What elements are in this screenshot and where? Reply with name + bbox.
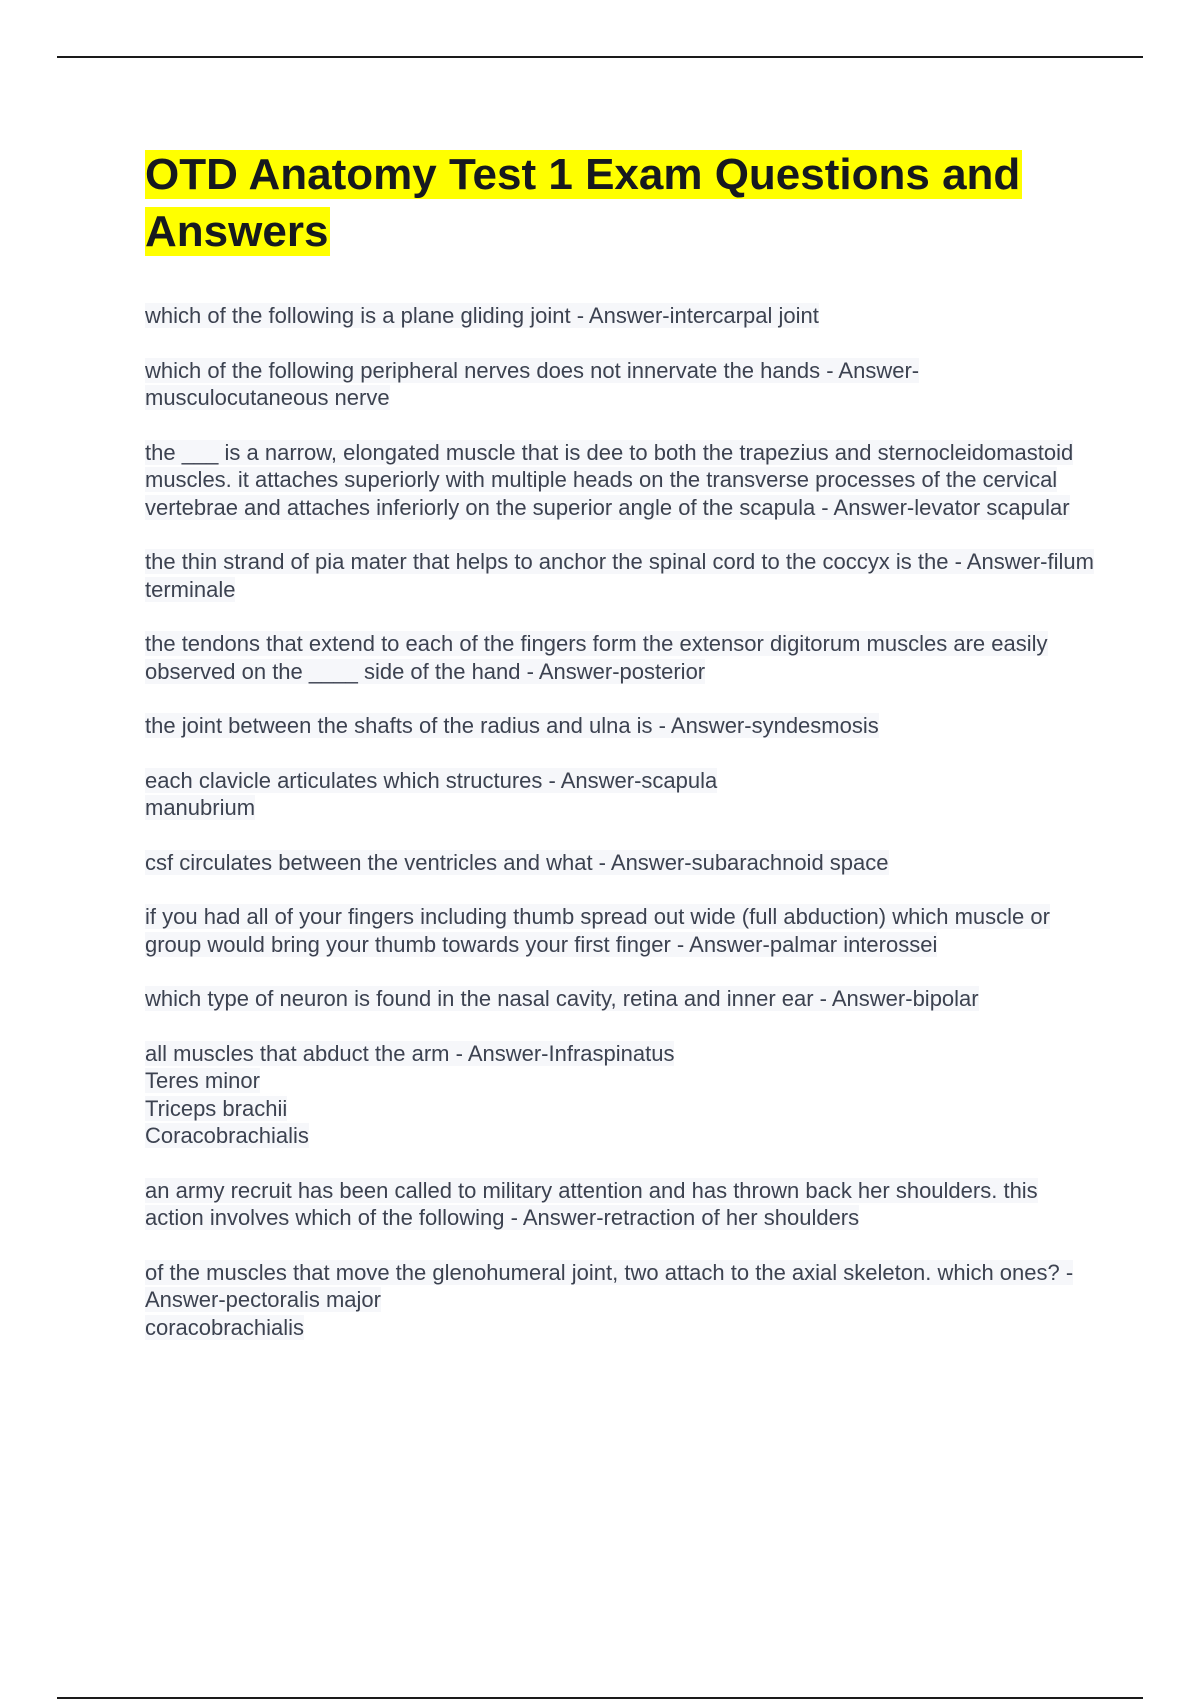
qa-item [145,985,1095,1013]
qa-item [145,302,1095,330]
qa-answer-line [145,1314,1095,1342]
qa-text: csf circulates between the ventricles and what - Answer-subarachnoid space [145,849,889,875]
qa-answer-text: Teres minor [145,1068,260,1093]
qa-item [145,630,1095,685]
qa-answer-line [145,1122,1095,1150]
top-rule [57,56,1143,58]
document-title [145,146,1095,260]
qa-answer-text: coracobrachialis [145,1314,304,1340]
qa-answer-text: Coracobrachialis [145,1123,309,1148]
qa-item [145,439,1095,522]
qa-text: which of the following is a plane gliding joint - Answer-intercarpal joint [145,303,819,328]
qa-answer-line [145,794,1095,822]
qa-item [145,357,1095,412]
qa-text: each clavicle articulates which structures - Answer-scapula [145,767,718,793]
qa-text: the joint between the shafts of the radius and ulna is - Answer-syndesmosis [145,713,879,738]
qa-item [145,712,1095,740]
qa-answer-text: Triceps brachii [145,1095,288,1121]
qa-item [145,1259,1095,1342]
qa-item [145,548,1095,603]
bottom-rule [57,1697,1143,1699]
qa-text: the thin strand of pia mater that helps to anchor the spinal cord to the coccyx is the - Answer-filum terminale [145,549,1094,602]
qa-text: which of the following peripheral nerves does not innervate the hands - Answer-musculocutaneous nerve [145,357,920,410]
qa-text: the tendons that extend to each of the fingers form the extensor digitorum muscles are easily observed on the ____ side of the hand - Answer-posterior [145,631,1048,684]
qa-answer-line [145,1067,1095,1095]
qa-item [145,1040,1095,1150]
qa-text: of the muscles that move the glenohumeral joint, two attach to the axial skeleton. which ones? - Answer-pectoralis major [145,1259,1074,1312]
qa-answer-text: manubrium [145,795,256,820]
qa-text: the ___ is a narrow, elongated muscle that is dee to both the trapezius and sternocleidomastoid muscles. it attaches superiorly with multiple heads on the transverse processes of the cervical vertebrae and attaches inferiorly on the superior angle of the scapula - Answer-levator scapular [145,439,1074,520]
qa-text: which type of neuron is found in the nasal cavity, retina and inner ear - Answer-bipolar [145,986,979,1011]
qa-item [145,849,1095,877]
qa-item [145,903,1095,958]
qa-list [145,302,1095,1341]
document-body [145,146,1095,1368]
qa-item [145,1177,1095,1232]
qa-answer-line [145,1095,1095,1123]
title-highlight: OTD Anatomy Test 1 Exam Questions and Answers [145,150,1021,256]
qa-text: if you had all of your fingers including thumb spread out wide (full abduction) which muscle or group would bring your thumb towards your first finger - Answer-palmar interossei [145,904,1050,957]
qa-text: all muscles that abduct the arm - Answer-Infraspinatus [145,1040,675,1066]
qa-text: an army recruit has been called to military attention and has thrown back her shoulders. this action involves which of the following - Answer-retraction of her shoulders [145,1177,1038,1230]
qa-item [145,767,1095,822]
